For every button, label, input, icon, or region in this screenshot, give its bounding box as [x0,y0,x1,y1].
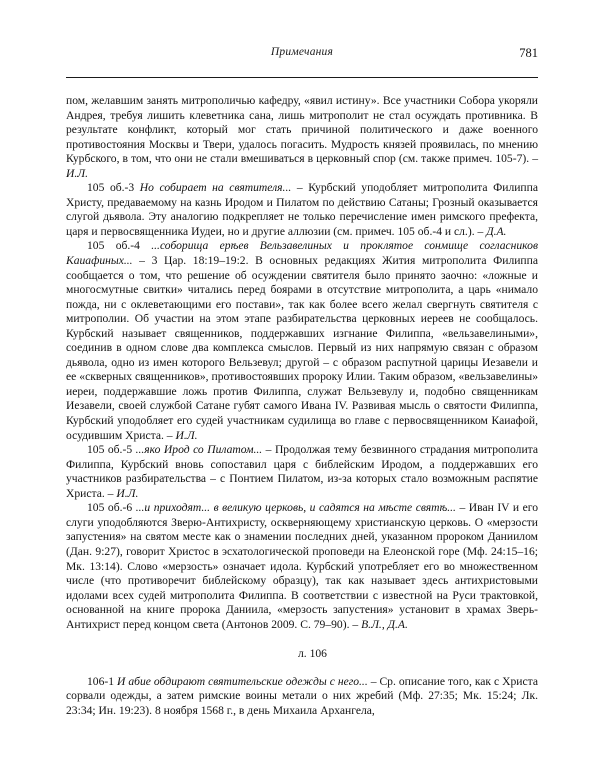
text-segment: – Продолжая тему безвинного страдания митрополита Филиппа, Курбский вновь сопоставил царя с библейским Иродом, а поддержавших его участников разбирательства – с Понтием Пилатом, из-за которых стало возможным распятие Христа. – [66,443,538,500]
note-105ob-5 [66,443,538,501]
italic-segment: Д.А. [486,224,507,238]
page-number: 781 [519,46,538,60]
text-segment: – Иван IV и его слуги уподобляются Зверю-Антихристу, оскверняющему христианскую церковь. О «мерзости запустения» на святом месте как о знамении последних дней, указанном пророком Даниилом (Дан. 9:27), говорит Христос в эсхатологической проповеди на Елеонской горе (Мф. 24:15–16; Мк. 13:14). Слово «мерзость» означает идола. Курбский употребляет его во множественном числе (что противоречит библейскому образцу), так как называет здесь антихристовыми идолами всех судей митрополита Филиппа. В соответствии с известной на Руси трактовкой, основанной на книге пророка Даниила, «мерзость запустения» установит в храмах Зверь-Антихрист перед концом света (Антонов 2009. С. 79–90). – [66,501,538,631]
note-105ob-3 [66,181,538,239]
text-segment: 105 об.-5 [87,443,136,457]
text-segment: 105 об.-4 [87,239,152,253]
notes-before-folio-marker [66,94,538,632]
text-segment: 105 об.-6 [87,501,136,515]
text-segment: – Ср. описание того, как с Христа сорвали одежды, а затем римские воины метали о них жребий (Мф. 27:35; Мк. 15:24; Лк. 23:34; Ин. 19:23). 8 ноября 1568 г., в день Михаила Архангела, [66,674,538,717]
note-105ob-4 [66,239,538,443]
text-segment: – Курбский уподобляет митрополита Филиппа Христу, предаваемому на казнь Иродом и Пилатом по действию Сатаны; Грозный оказывается слугой дьявола. Эту аналогию подкрепляет не только перечисление имен римского префекта, царя и первосвященника Иудеи, но и другие аллюзии (см. примеч. 105 об.-4 и сл.). – [66,181,538,238]
italic-segment: ...соборища ерѣев Вельзавелиных и проклятое сонмище согласников Каиафиных... [66,239,538,268]
running-head [66,46,538,76]
italic-segment: ...и приходят... в великую церковь, и садятся на мѣсте святѣ... [135,501,460,515]
italic-segment: ...яко Ирод со Пилатом... [135,443,266,457]
running-head-title: Примечания [270,46,334,58]
header-rule [66,77,538,78]
folio-marker: л. 106 [298,647,327,661]
para-continued [66,94,538,181]
notes-after-folio-marker [66,675,538,719]
text-segment: пом, желавшим занять митрополичью кафедру, «явил истину». Все участники Собора укоряли Андрея, требуя лишить клеветника сана, лишь митрополит не стал осуждать противника. В результате конфликт, который мог стать причиной политического и даже военного противостояния Москвы и Твери, удалось погасить. Мудрость князей проявилась, по мнению Курбского, в том, что они не стали вмешиваться в церковный спор (см. также примеч. 105-7). – [66,94,538,166]
note-105ob-6 [66,501,538,632]
italic-segment: И.Л. [116,486,139,500]
italic-segment: В.Л., Д.А. [361,617,408,631]
italic-segment: Но собирает на святителя... [139,181,297,195]
text-segment: 106-1 [87,674,118,688]
italic-segment: И абие обдирают святительские одежды с него... [117,674,371,688]
note-106-1 [66,675,538,719]
text-segment: – 3 Цар. 18:19–19:2. В основных редакциях Жития митрополита Филиппа сообщается о том, что решение об осуждении святителя было принято заочно: «ложные и многосмутные свитки» читались перед боярами в отсутствие митрополита, а царь «нимало пожда, ни с оклеветающими его постави», так как более всего желал свергнуть святителя с митрополии. Об участии на этом этапе разбирательства церковных иереев не сообщалось. Курбский называет священников, поддержавших изгнание Филиппа, «вельзавелиными», соединив в одном слове два комплекса смыслов. Первый из них напрямую связан с образом дьявола, одно из имен которого Вельзевул; другой – с образом распутной царицы Иезавели и ее «скверных священников», противостоявших пророку Илии. Таким образом, «вельзавелины» иереи, поддержавшие ложь против Филиппа, служат Вельзевулу и, подобно священникам Иезавели, своей службой Сатане губят самого Ивана IV. Развивая мысль о святости Филиппа, Курбский уподобляет его судей участникам судилища во главе с первосвященником Каиафой, осудившим Христа. – [66,254,538,442]
body-text [66,94,538,718]
italic-segment: И.Л. [175,428,198,442]
italic-segment: И.Л. [66,166,89,180]
text-segment: 105 об.-3 [87,181,140,195]
